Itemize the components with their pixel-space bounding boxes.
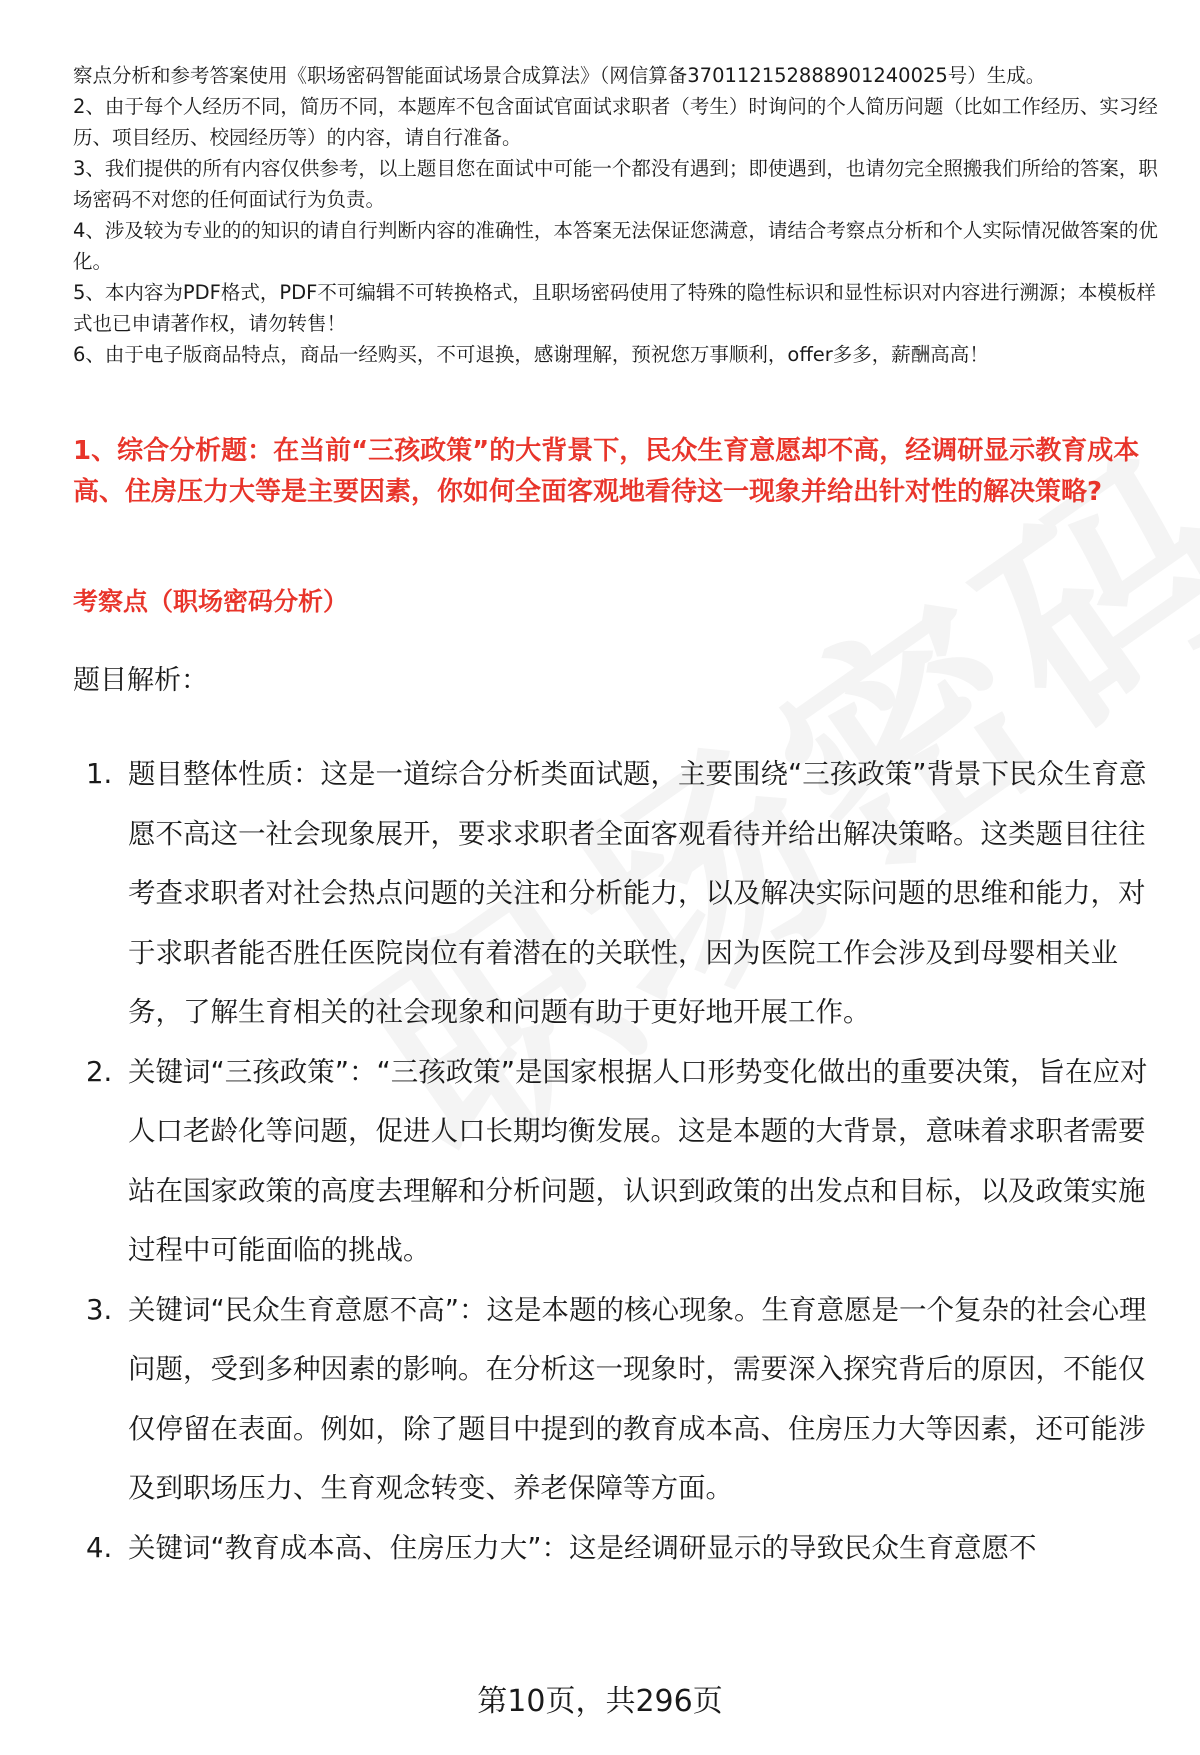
list-item-number: 4. [86,1531,113,1564]
list-item-text: 关键词“民众生育意愿不高”：这是本题的核心现象。生育意愿是一个复杂的社会心理问题，受到多种因素的影响。在分析这一现象时，需要深入探究背后的原因，不能仅仅停留在表面。例如，除了题目中提到的教育成本高、住房压力大等因素，还可能涉及到职场压力、生育观念转变、养老保障等方面。 [128,1293,1147,1504]
list-item [73,1043,1153,1281]
list-item [73,1281,1153,1519]
list-item-text: 关键词“教育成本高、住房压力大”：这是经调研显示的导致民众生育意愿不 [128,1531,1037,1564]
notice-line: 5、本内容为PDF格式，PDF不可编辑不可转换格式，且职场密码使用了特殊的隐性标识和显性标识对内容进行溯源；本模板样式也已申请著作权，请勿转售！ [73,281,1156,335]
list-item-text: 题目整体性质：这是一道综合分析类面试题，主要围绕“三孩政策”背景下民众生育意愿不高这一社会现象展开，要求求职者全面客观看待并给出解决策略。这类题目往往考查求职者对社会热点问题的关注和分析能力，以及解决实际问题的思维和能力，对于求职者能否胜任医院岗位有着潜在的关联性，因为医院工作会涉及到母婴相关业务，了解生育相关的社会现象和问题有助于更好地开展工作。 [128,758,1147,1028]
notice-line: 6、由于电子版商品特点，商品一经购买，不可退换，感谢理解，预祝您万事顺利，offer多多，薪酬高高！ [73,343,989,366]
page-footer: 第10页，共296页 [477,1684,723,1719]
list-item-number: 2. [86,1055,113,1088]
notice-line: 4、涉及较为专业的的知识的请自行判断内容的准确性，本答案无法保证您满意，请结合考察点分析和个人实际情况做答案的优化。 [73,219,1158,273]
list-item-number: 3. [86,1293,113,1326]
list-item [73,1519,1153,1579]
analysis-list [73,745,1153,1578]
notice-line: 3、我们提供的所有内容仅供参考，以上题目您在面试中可能一个都没有遇到；即使遇到，也请勿完全照搬我们所给的答案，职场密码不对您的任何面试行为负责。 [73,157,1158,211]
notice-line: 察点分析和参考答案使用《职场密码智能面试场景合成算法》（网信算备370112152888901240025号）生成。 [73,64,1046,87]
list-item-text: 关键词“三孩政策”：“三孩政策”是国家根据人口形势变化做出的重要决策，旨在应对人口老龄化等问题，促进人口长期均衡发展。这是本题的大背景，意味着求职者需要站在国家政策的高度去理解和分析问题，认识到政策的出发点和目标，以及政策实施过程中可能面临的挑战。 [128,1055,1148,1266]
analysis-label: 题目解析： [73,665,208,696]
question-heading: 1、综合分析题：在当前“三孩政策”的大背景下，民众生育意愿却不高，经调研显示教育成本高、住房压力大等是主要因素，你如何全面客观地看待这一现象并给出针对性的解决策略? [73,436,1140,507]
list-item [73,745,1153,1043]
notice-line: 2、由于每个人经历不同，简历不同，本题库不包含面试官面试求职者（考生）时询问的个人简历问题（比如工作经历、实习经历、项目经历、校园经历等）的内容，请自行准备。 [73,95,1158,149]
list-item-number: 1. [86,758,113,790]
notice-block [73,60,1158,370]
section-title: 考察点（职场密码分析） [73,587,349,616]
